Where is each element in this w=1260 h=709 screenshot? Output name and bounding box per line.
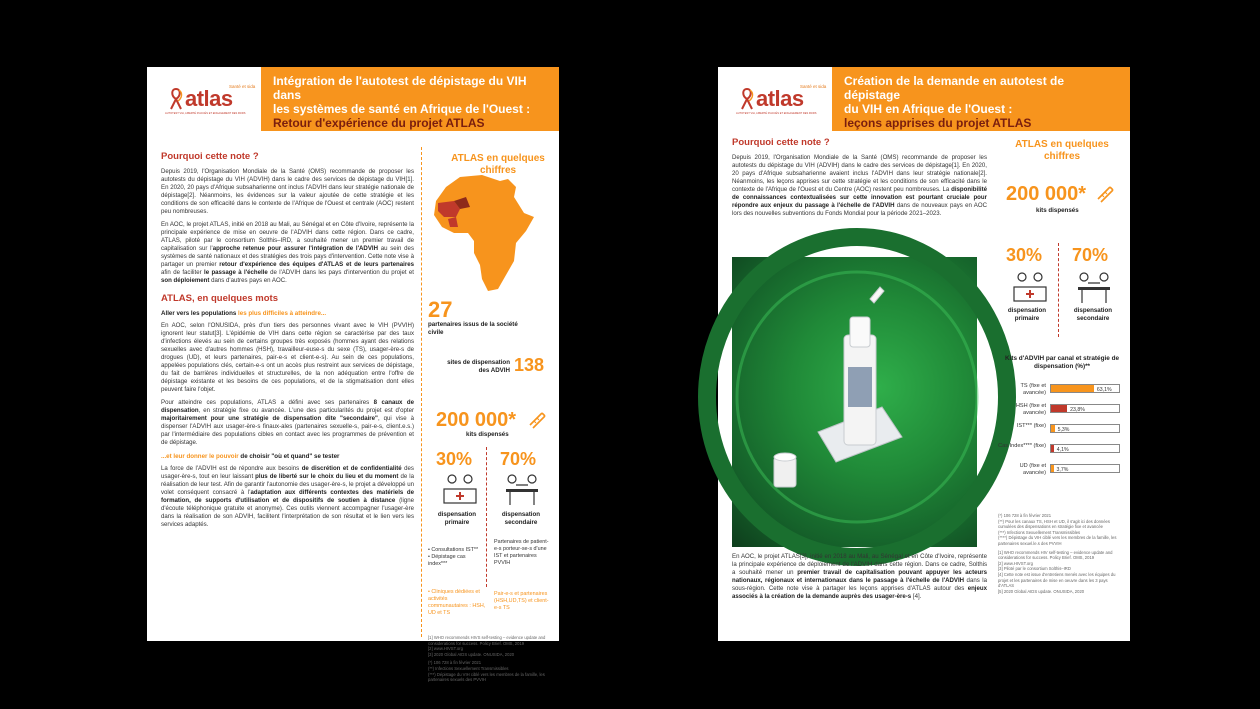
text-bold: de discrétion et de confidentialité xyxy=(301,465,402,472)
primary-dispensation-icon xyxy=(440,473,480,507)
self-test-illustration xyxy=(732,257,977,547)
text-bold: son déploiement xyxy=(161,277,210,284)
label-primary: dispensation primaire xyxy=(1007,307,1047,322)
header-title-line1: Création de la demande en autotest de dépistage xyxy=(844,74,1065,102)
header-title-band xyxy=(832,67,1130,131)
text-bold: disponibilité de connaissances contextualisées sur cette innovation est pourtant cruciale pour répondre aux enjeux du passage à l'échelle de l'ADVIH xyxy=(732,186,987,209)
header-title-line2: du VIH en Afrique de l'Ouest : xyxy=(844,102,1013,116)
text-bold: majoritairement pour une stratégie de dispensation dite "secondaire" xyxy=(161,415,378,422)
text-run: de la réalisation de leur test. Afin de garantir l'autonomie des usager-ère-s, le projet a développé un volet conséquent consacré à l' xyxy=(161,473,414,496)
paragraph-block-context xyxy=(732,553,987,606)
text-bold: enjeux associés à la création de la demande auprès des usager-ère-s xyxy=(732,585,987,600)
bar-chart-title: Kits d'ADVIH par canal et stratégie de dispensation (%)** xyxy=(1004,355,1120,370)
label-primary: dispensation primaire xyxy=(437,511,477,526)
key-figures-column xyxy=(994,137,1124,637)
bar-value-label: 4,1% xyxy=(1056,446,1069,453)
text-run: En AOC, le projet ATLAS, initié en 2018 au Mali, au Sénégal et en Côte d'Ivoire, représente la principale expérience de mise en oeuvre de l'ADVIH dans cette région. Dans ce cadre, ATLAS, piloté par le consortium Solthis–IRD, a souhaité mener un premier travail de capitalisation sur l' xyxy=(161,221,414,252)
subheading-power xyxy=(161,453,414,460)
text-highlight: les plus difficiles à atteindre... xyxy=(238,310,327,317)
paragraph-why-2 xyxy=(161,221,414,285)
footnote: (***) Dépistage du VIH ciblé vers les membres de la famille, les partenaires sexuels des PVVIH xyxy=(428,671,545,683)
bar-track xyxy=(1050,404,1120,413)
page-header xyxy=(718,67,1130,131)
bar-row xyxy=(998,443,1124,463)
page-header xyxy=(147,67,559,131)
text-run: dans la sous-région. Cette note vise à partager les leçons apprises d'ATLAS autour des xyxy=(732,577,988,592)
paragraph-why-1: Depuis 2019, l'Organisation Mondiale de la Santé (OMS) recommande de proposer les autotests du dépistage du VIH (ADVIH) dans le cadre des services de dépistage du VIH[1]. En 2020, 20 pays d'Afrique subsaharienne ont inclus l'ADVIH dans leur stratégie nationale de dépistage[2]. Néanmoins, les évidences sur la valeur ajoutée de cette stratégie et les conditions de son efficacité dans le contexte de l'Afrique de l'Ouest et centrale (AOC) restent peu nombreuses. xyxy=(161,168,414,215)
paragraph-power xyxy=(161,465,414,529)
self-test-photo xyxy=(732,257,977,547)
bar-fill xyxy=(1051,425,1055,432)
bar-label: IST*** (fixe) xyxy=(1016,423,1046,429)
primary-item: • Dépistage cas xyxy=(428,554,466,560)
stat-kits-value: 200 000* xyxy=(1006,183,1087,205)
logo-subtitle: AUTOTEST VIH, LIBERTÉ D'ACCÈS ET ENGAGEMENT DES PAIRS xyxy=(736,112,817,115)
bar-value-label: 3,7% xyxy=(1056,466,1069,473)
atlas-logo xyxy=(736,83,826,119)
footnote: (****) Dépistage du VIH ciblé vers les membres de la famille, les partenaires sexuel.le.s des PVVIH xyxy=(998,535,1117,546)
footnote: (***) Infections Sexuellement Transmissibles xyxy=(998,529,1081,535)
brief-page-integration xyxy=(147,67,559,683)
main-column xyxy=(732,137,987,223)
stat-primary-pct: 30% xyxy=(1006,245,1043,265)
secondary-dispensation-icon xyxy=(1074,271,1114,305)
header-title-line2: les systèmes de santé en Afrique de l'Ouest : xyxy=(273,102,531,116)
text-run: , qui vise à dispenser l'ADVIH aux usager-ère-s finaux-ales (partenaires sexuelle-s, pair-e-s, client.e.s.) par l'intermédiaire des populations cibles en contact avec les programmes de prévention et de dépistage. xyxy=(161,415,414,446)
text-run: de choisir "où et quand" se tester xyxy=(238,453,340,460)
logo-tagline: Santé et sida xyxy=(800,84,827,89)
key-figures-title: ATLAS en quelques chiffres xyxy=(1015,139,1109,162)
paragraph-context xyxy=(732,553,987,601)
paragraph-populations: En AOC, selon l'ONUSIDA, près d'un tiers des personnes vivant avec le VIH (PVVIH) ignorent leur statut[3]. L'épidémie de VIH dans cette région se caractérise par des taux d'infections élevés au sein de certains groupes très exposés (hommes ayant des relations sexuelles avec d'autres hommes (HSH), travailleur-euse-s du sexe (TS), usager-ère-s de drogues (UD), et leurs partenaires, pair-e-s et client-e-s). Au sein de ces populations, appelées populations clés, certain-e-s ont un accès plus restreint aux services de dépistage, du fait de barrières individuelles et structurelles, de la non adéquation entre l'offre de dépistage existante et les besoins de ces populations, et de la stigmatisation dont elles peuvent faire l'objet. xyxy=(161,322,414,393)
key-figures-column xyxy=(421,147,552,683)
header-title-band xyxy=(261,67,559,131)
paragraph-why-1 xyxy=(732,154,987,218)
footnote: [1] WHO recommends HIVS self-testing – evidence update and considerations for success. Policy Brief. OMS, 2019 xyxy=(428,635,546,646)
logo-subtitle: AUTOTEST VIH, LIBERTÉ D'ACCÈS ET ENGAGEMENT DES PAIRS xyxy=(165,112,246,115)
logo-box xyxy=(147,67,261,131)
bar-track xyxy=(1050,424,1120,433)
stat-partners-label: partenaires issus de la société civile xyxy=(428,321,518,336)
bar-track xyxy=(1050,444,1120,453)
section-title-why: Pourquoi cette note ? xyxy=(732,137,830,148)
atlas-logo xyxy=(165,83,255,119)
footnote: (*) 106 728 à fin février 2021 xyxy=(428,660,482,666)
footnote: (**) Infections Sexuellement Transmissibles xyxy=(428,665,509,671)
bar-fill xyxy=(1051,445,1054,452)
brief-page-demand-creation xyxy=(718,67,1130,641)
text-highlight: ...et leur donner le pouvoir xyxy=(161,453,239,460)
text-bold: retour d'expérience des équipes d'ATLAS et de leurs partenaires xyxy=(219,261,415,268)
text-run: Depuis 2019, l'Organisation Mondiale de la Santé (OMS) recommande de proposer les autotests du dépistage du VIH (ADVIH) dans le cadre des services de dépistage[1]. En 2020, 20 pays d'Afrique subsaharienne avaient inclus l'ADVIH dans leur stratégie nationale[2]. Néanmoins, les leçons apprises sur cette stratégie et les conditions de son efficacité dans le contexte de l'Afrique de l'Ouest et du Centre (AOC) restent peu nombreuses. La xyxy=(732,154,987,193)
bar-fill xyxy=(1051,385,1094,392)
secondary-channel-list: Partenaires de patient-e-s porteur-se-s d'une IST et partenaires PVVIH xyxy=(494,539,549,566)
stat-kits-value: 200 000* xyxy=(436,409,517,431)
text-run: (ligne d'écoute téléphonique gratuite et anonyme). Ces outils viennent accompagner l'usager-ère dans la réalisation de son ADVIH, facilitent l'interprétation de son résultat et le lien vers les services adaptés. xyxy=(161,497,414,528)
stat-kits-label: kits dispensés xyxy=(1036,207,1079,214)
footnote: [4] Cette note est issue d'entretiens menés avec les équipes du projet et les partenaires de mise en oeuvre dans les 3 pays d'ATLAS xyxy=(998,571,1116,589)
text-run: Pour atteindre ces populations, ATLAS a défini avec ses partenaires xyxy=(161,399,374,406)
footnote: [2] www.HIVST.org xyxy=(428,646,463,652)
header-title-line1: Intégration de l'autotest de dépistage du VIH dans xyxy=(273,74,527,102)
logo-tagline: Santé et sida xyxy=(229,84,256,89)
footnote: [2] www.HIVST.org xyxy=(998,560,1033,566)
stat-primary-pct: 30% xyxy=(436,449,473,469)
stat-secondary-pct: 70% xyxy=(1072,245,1109,265)
header-subtitle: Retour d'expérience du projet ATLAS xyxy=(273,116,485,130)
bar-row xyxy=(998,383,1124,403)
header-subtitle: leçons apprises du projet ATLAS xyxy=(844,116,1032,130)
stat-partners-value: 27 xyxy=(428,297,453,322)
primary-item: index*** xyxy=(428,561,448,567)
primary-channel-list-community: • Cliniques dédiées et activités communautaires : HSH, UD et TS xyxy=(428,589,486,616)
bar-row xyxy=(998,423,1124,443)
bar-value-label: 63,1% xyxy=(1096,386,1112,393)
red-ribbon-icon xyxy=(168,87,184,111)
footnotes xyxy=(998,513,1122,594)
footnotes xyxy=(428,635,548,683)
bar-row xyxy=(998,403,1124,423)
stat-kits-label: kits dispensés xyxy=(466,431,509,438)
text-run: dans d'autres pays en AOC. xyxy=(209,277,287,284)
main-column xyxy=(161,151,414,534)
logo-wordmark: atlas xyxy=(185,86,233,111)
text-run: de l'ADVIH dans les pays d'intervention du projet et xyxy=(267,269,414,276)
bar-fill xyxy=(1051,405,1067,412)
test-kit-icon xyxy=(1094,181,1116,203)
divider xyxy=(1058,243,1059,337)
logo-wordmark: atlas xyxy=(756,86,804,111)
section-title-why: Pourquoi cette note ? xyxy=(161,151,259,162)
text-run: , en stratégie fixe ou avancée. L'une des particularités du projet est d'opter xyxy=(198,407,414,414)
footnote: [1] WHO recommends HIV self-testing – evidence update and considerations for success. Policy Brief. OMS, 2019 xyxy=(998,549,1113,561)
bar-fill xyxy=(1051,465,1054,472)
text-bold: le passage à l'échelle xyxy=(204,269,268,276)
key-figures-title: ATLAS en quelques chiffres xyxy=(451,153,545,176)
text-run: dans de nouveaux pays en AOC lors des nouvelles subventions du Fonds Mondial pour la période 2021–2023. xyxy=(732,202,987,217)
text-run: La force de l'ADVIH est de répondre aux besoins xyxy=(161,465,302,472)
footnote: [3] 2020 Global AIDS update. ONUSIDA, 2020 xyxy=(428,651,515,657)
bar-track xyxy=(1050,384,1120,393)
primary-channel-list xyxy=(428,547,488,568)
logo-box xyxy=(718,67,832,131)
bar-value-label: 5,3% xyxy=(1057,426,1070,433)
test-kit-icon xyxy=(526,407,548,429)
stat-sites-label: sites de dispensation des ADVIH xyxy=(447,359,510,374)
text-run: des usager-ère-s, tout en leur laissant xyxy=(161,465,414,480)
text-bold: 8 canaux de dispensation xyxy=(161,399,414,414)
bar-label: HSH (fixe et avancée) xyxy=(1015,403,1046,416)
red-ribbon-icon xyxy=(739,87,755,111)
text-bold: plus de liberté sur le choix du lieu et du moment xyxy=(255,473,399,480)
text-bold: premier travail de capitalisation pouvant appuyer les acteurs nationaux, régionaux et internationaux dans le passage à l'échelle de l'ADVIH xyxy=(732,569,987,584)
kits-by-channel-bar-chart xyxy=(998,383,1124,483)
label-secondary: dispensation secondaire xyxy=(501,511,541,526)
bar-row xyxy=(998,463,1124,483)
bar-label: Cas Index**** (fixe) xyxy=(998,443,1046,449)
subheading-populations xyxy=(161,310,414,317)
secondary-channel-list-community: Pair-e-s et partenaires (HSH,UD,TS) et client-e-s TS xyxy=(494,591,549,611)
primary-item: • Consultations IST** xyxy=(428,547,479,553)
footnote: (*) 106 728 à fin février 2021 xyxy=(998,513,1052,518)
stat-secondary-pct: 70% xyxy=(500,449,537,469)
footnote: [3] Piloté par le consortium Solthis–IRD xyxy=(998,566,1071,572)
bar-track xyxy=(1050,464,1120,473)
primary-dispensation-icon xyxy=(1010,271,1050,305)
text-run: Aller vers les populations xyxy=(161,310,239,317)
text-bold: adaptation aux différents contextes des matériels de formation, de supports d'utilisation et de dispositifs de soutien à distance xyxy=(161,489,414,504)
africa-map-icon xyxy=(430,173,538,297)
text-run: au sein des systèmes de santé nationaux et des stratégies des trois pays d'intervention. Cette note vise à partager un premier xyxy=(161,245,414,268)
text-bold: approche retenue pour assurer l'intégration de l'ADVIH xyxy=(212,245,378,252)
text-run: afin de faciliter xyxy=(161,269,204,276)
text-run: En AOC, le projet ATLAS[3], initié en 2018 au Mali, au Sénégal et en Côte d'Ivoire, représente la principale expérience de déploiement de l'ADVIH dans cette région. Dans ce cadre, Solthis a souhaité mener un xyxy=(732,553,987,576)
label-secondary: dispensation secondaire xyxy=(1073,307,1113,322)
bar-label: TS (fixe et avancée) xyxy=(1020,383,1046,396)
paragraph-channels xyxy=(161,399,414,447)
secondary-dispensation-icon xyxy=(502,473,542,507)
footnote: (**) Pour les canaux TS, HSH et UD, il s'agit ici des données cumulées des dispensations en stratégie fixe et avancée xyxy=(998,518,1110,530)
section-title-atlas: ATLAS, en quelques mots xyxy=(161,293,279,304)
footnote: [5] 2020 Global AIDS update. ONUSIDA, 2020 xyxy=(998,588,1085,594)
stat-sites-value: 138 xyxy=(514,355,545,375)
text-run: [4]. xyxy=(911,593,922,600)
bar-value-label: 23,8% xyxy=(1070,406,1085,413)
bar-label: UD (fixe et avancée) xyxy=(1019,463,1046,476)
